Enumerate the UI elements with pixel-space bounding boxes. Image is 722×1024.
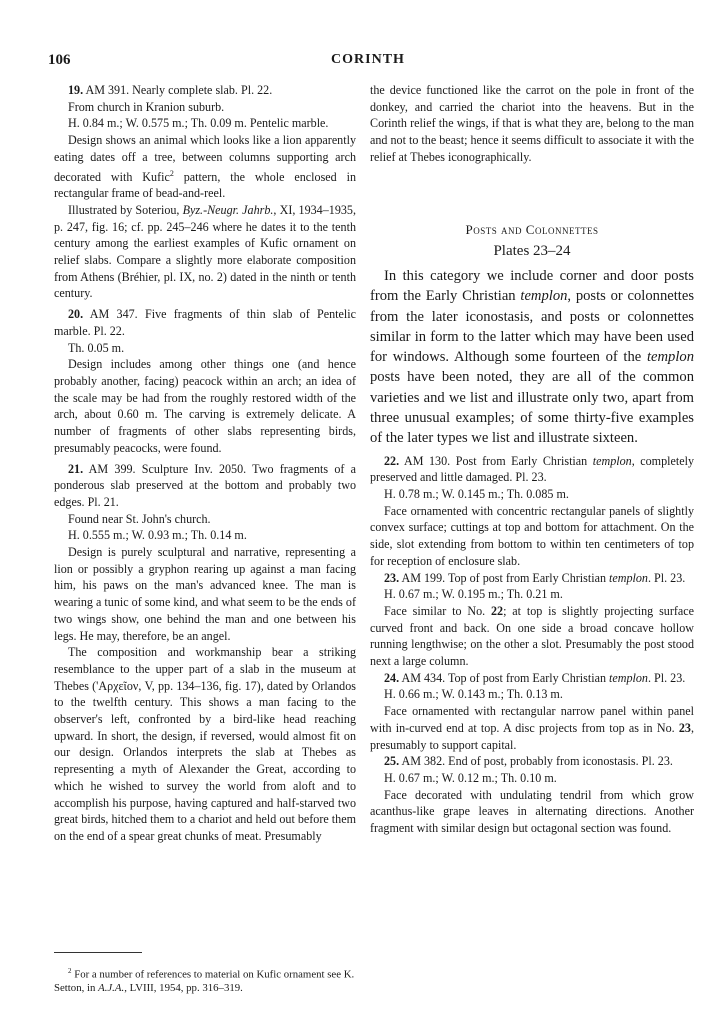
entry-23-heading bbox=[370, 570, 694, 587]
intro-templon-1: templon bbox=[520, 288, 568, 305]
footnote-rule bbox=[54, 952, 142, 953]
section-plates: Plates 23–24 bbox=[493, 243, 571, 260]
footnote-mark: 2 bbox=[68, 966, 72, 975]
section-intro bbox=[370, 266, 694, 449]
footnote-text-b: , LVIII, 1954, pp. 316–319. bbox=[124, 982, 243, 995]
entry-23-title-b: . Pl. 23. bbox=[647, 570, 686, 585]
left-column bbox=[54, 82, 356, 845]
entry-23-description bbox=[370, 603, 694, 670]
entry-22-heading bbox=[370, 453, 694, 486]
entry-20-heading bbox=[54, 306, 356, 339]
entry-21-heading bbox=[54, 461, 356, 511]
entry-22-dimensions: H. 0.78 m.; W. 0.145 m.; Th. 0.085 m. bbox=[384, 487, 569, 501]
entry-20-title: AM 347. Five fragments of thin slab of Pentelic marble. Pl. 22. bbox=[54, 307, 356, 338]
entry-24-heading bbox=[370, 670, 694, 687]
entry-22-title-a: AM 130. Post from Early Christian bbox=[399, 453, 593, 468]
entry-22-title-b: , completely preserved and little damaged. Pl. 23. bbox=[370, 453, 694, 485]
entry-19-title: AM 391. Nearly complete slab. Pl. 22. bbox=[83, 83, 273, 97]
entry-23-title-a: AM 199. Top of post from Early Christian bbox=[399, 570, 610, 585]
entry-23-desc-a: Face similar to No. bbox=[384, 603, 491, 618]
entry-21-title: AM 399. Sculpture Inv. 2050. Two fragments of a ponderous slab preserved at the bottom and probably two edges. Pl. 21. bbox=[54, 461, 356, 509]
entry-20-number: 20. bbox=[68, 307, 84, 322]
intro-a: In this category we include corner and door posts from the Early Christian bbox=[370, 267, 694, 305]
continued-paragraph: the device functioned like the carrot on the pole in front of the donkey, and carried the chariot into the heavens. But in the Corinth relief the wings, if that is what they are, belong to the man and not to the beast; hence it seems difficult to associate it with the relief at Thebes iconographically. bbox=[370, 83, 694, 164]
footnote-text-a: For a number of references to material on Kufic ornament see K. Setton, in bbox=[54, 968, 355, 995]
entry-24-desc-a: Face ornamented with rectangular narrow panel within panel with in-curved end at top. A disc projects from top as in No. bbox=[370, 704, 694, 735]
footnote-block bbox=[54, 944, 356, 1006]
entry-19-bibliography bbox=[54, 202, 356, 302]
entry-20-dimensions: Th. 0.05 m. bbox=[68, 340, 125, 355]
page-header bbox=[48, 52, 688, 74]
right-column bbox=[370, 82, 694, 837]
entry-22-description: Face ornamented with concentric rectangular panels of slightly convex surface; cuttings at top and bottom for attachment. On the side, slot extending from bottom to within ten centimeters of top for reception of enclosure slab. bbox=[370, 503, 694, 568]
running-title: CORINTH bbox=[331, 52, 405, 67]
entry-24-title-templon: templon bbox=[609, 670, 648, 685]
entry-24-crossref: 23 bbox=[678, 720, 691, 735]
entry-19-heading bbox=[54, 82, 356, 99]
entry-23-title-templon: templon bbox=[609, 570, 648, 585]
footnote-reference: 2 bbox=[169, 168, 174, 178]
entry-19-provenance: From church in Kranion suburb. bbox=[68, 99, 225, 114]
intro-b: , posts or colonnettes from the later iconostasis, and posts or colonnettes similar in form to the latter which may have been used for windows. Although some fourteen of the bbox=[370, 288, 694, 366]
entry-25-number: 25. bbox=[384, 754, 400, 769]
footnote-journal: A.J.A. bbox=[98, 982, 125, 995]
entry-23-number: 23. bbox=[384, 570, 400, 585]
entry-24-dimensions: H. 0.66 m.; W. 0.143 m.; Th. 0.13 m. bbox=[384, 687, 563, 702]
entry-21-comparison: The composition and workmanship bear a striking resemblance to the upper part of a slab in the museum at Thebes ('Αρχεῖον, V, pp. 134–136, fig. 17), dated by Orlandos to the twelfth century. This shows a man facing to the observer's left, confronted by a bird-like head reaching upward. In short, the design, if reversed, would almost fit on our design. Orlandos interprets the slab at Thebes as representing a myth of Alexander the Great, according to which he wished to survey the world from aloft and to accomplish his purpose, having captured and half-starved two great birds, hitched them to a chariot and held out before them on the end of a spear great chunks of meat. Presumably bbox=[54, 645, 356, 843]
entry-23-desc-b: ; at top is slightly projecting surface curved front and back. On one side a broad concave hollow running lengthwise; on the other a slot. Presumably the post stood next a large column. bbox=[370, 603, 694, 669]
entry-24-desc-b: , presumably to support capital. bbox=[370, 720, 694, 752]
entry-19-description-text: Design shows an animal which looks like a lion apparently eating dates off a tree, between columns supporting arch decorated with Kufic bbox=[54, 133, 356, 184]
entry-19-dimensions: H. 0.84 m.; W. 0.575 m.; Th. 0.09 m. Pentelic marble. bbox=[68, 116, 329, 131]
entry-25-heading bbox=[370, 753, 694, 770]
entry-25-dimensions: H. 0.67 m.; W. 0.12 m.; Th. 0.10 m. bbox=[384, 770, 557, 785]
entry-21-provenance: Found near St. John's church. bbox=[68, 511, 211, 526]
entry-25-title: AM 382. End of post, probably from iconostasis. Pl. 23. bbox=[399, 754, 673, 769]
entry-23-dimensions: H. 0.67 m.; W. 0.195 m.; Th. 0.21 m. bbox=[384, 587, 563, 602]
entry-20-description: Design includes among other things one (and hence probably another, facing) peacock within an arch; an idea of the scale may be had from the roughly restored width of the arch, about 0.60 m. The carving is extremely delicate. A number of fragments of other slabs representing birds, presumably peacocks, were found. bbox=[54, 357, 356, 455]
footnote bbox=[54, 964, 356, 996]
entry-22-title-templon: templon bbox=[592, 453, 632, 468]
entry-22-number: 22. bbox=[384, 453, 400, 468]
section-title: Posts and Colonnettes bbox=[465, 221, 599, 237]
entry-19-description-text-2: pattern, the whole enclosed in rectangular frame of bead-and-reel. bbox=[54, 169, 356, 201]
entry-19-description bbox=[54, 132, 356, 202]
entry-21-dimensions: H. 0.555 m.; W. 0.93 m.; Th. 0.14 m. bbox=[68, 528, 247, 543]
entry-24-number: 24. bbox=[384, 670, 400, 685]
entry-21-description: Design is purely sculptural and narrative, representing a lion or possibly a gryphon rearing up against a man facing him, his paws on the man's advanced knee. The man is wearing a tunic of some kind, and what seem to be the ends of two wings show, one behind the man and one between his legs. He may, therefore, be an angel. bbox=[54, 545, 356, 643]
entry-24-title-b: . Pl. 23. bbox=[647, 670, 686, 685]
entry-19-biblio-journal: Byz.-Neugr. Jahrb. bbox=[182, 202, 274, 217]
entry-21-number: 21. bbox=[68, 461, 84, 476]
page-number: 106 bbox=[48, 52, 71, 68]
entry-19-biblio-a: Illustrated by Soteriou, bbox=[68, 202, 183, 217]
intro-c: posts have been noted, they are all of the common varieties and we list and illustrate only two, apart from three unusual examples; of some thirty-five examples of the later types we list and illustrate sixteen. bbox=[370, 369, 694, 447]
entry-19-biblio-b: , XI, 1934–1935, p. 247, fig. 16; cf. pp. 245–246 where he dates it to the tenth century among the earliest examples of Kufic ornament on relief slabs. Compare a slightly more elaborate composition from Athens (Bréhier, pl. IX, no. 2) dated in the ninth or tenth century. bbox=[54, 202, 356, 301]
entry-25-description: Face decorated with undulating tendril from which grow acanthus-like grape leaves in alternating directions. Another fragment with similar design but octagonal section was found. bbox=[370, 787, 694, 836]
entry-23-crossref: 22 bbox=[491, 603, 504, 618]
intro-templon-2: templon bbox=[646, 349, 694, 366]
entry-24-title-a: AM 434. Top of post from Early Christian bbox=[399, 670, 610, 685]
entry-24-description bbox=[370, 703, 694, 753]
entry-19-number: 19. bbox=[68, 83, 84, 97]
